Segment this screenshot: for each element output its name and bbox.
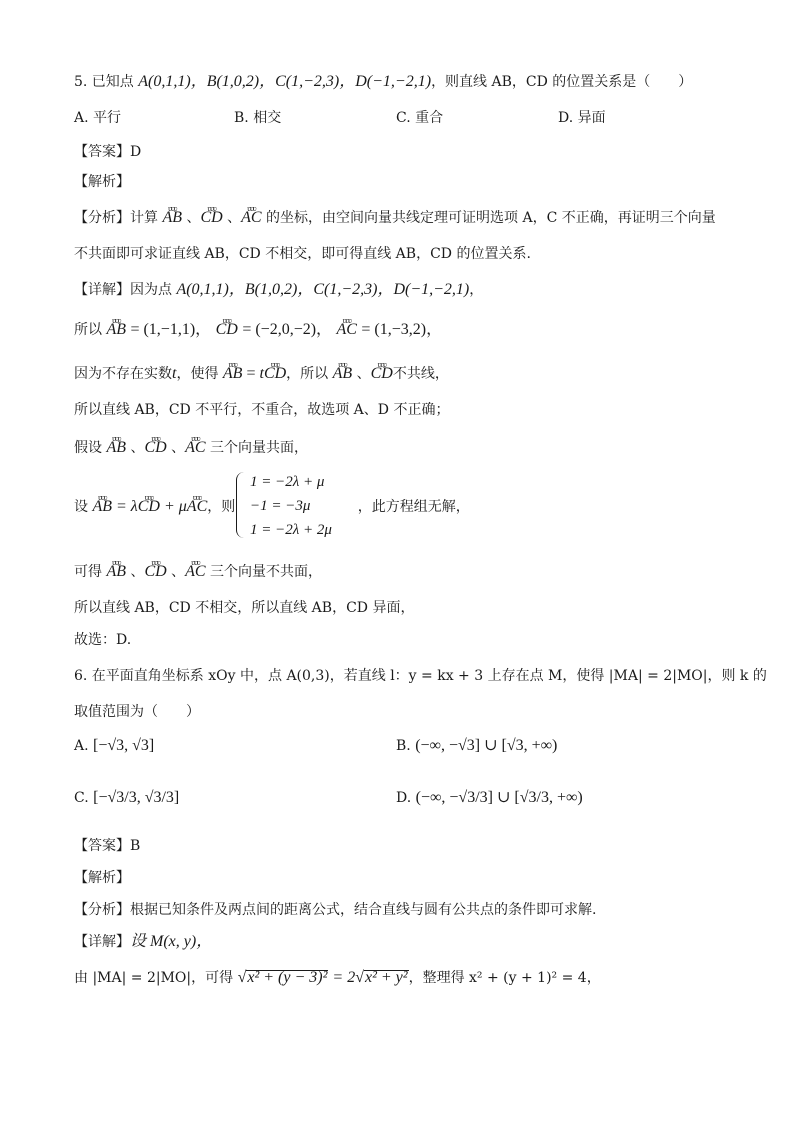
q5-stem: 5. 已知点 A(0,1,1)，B(1,0,2)，C(1,−2,3)，D(−1,−2,1)，则直线 AB，CD 的位置关系是（ ） — [74, 73, 693, 90]
q6-option-a: A. [−√3, √3] — [74, 737, 155, 754]
q5-fenxi-line1: 【分析】计算 ʋʋʋ AB 、ʋʋʋ CD 、ʋʋʋ AC 的坐标，由空间向量共线定理可证明选项 A，C 不正确，再证明三个向量 — [74, 208, 734, 228]
q5-option-a: A. 平行 — [74, 110, 122, 126]
q6-detail-line1: 【详解】设 M(x, y)， — [74, 933, 213, 950]
q5-detail-line8: 所以直线 AB，CD 不相交，所以直线 AB，CD 异面， — [74, 600, 415, 616]
q6-answer: 【答案】B — [74, 838, 141, 854]
q5-detail-line5: 假设 ʋʋʋ AB 、ʋʋʋ CD 、ʋʋʋ AC 三个向量共面， — [74, 438, 734, 458]
q6-fenxi: 【分析】根据已知条件及两点间的距离公式，结合直线与圆有公共点的条件即可求解. — [74, 902, 597, 918]
q5-detail-line7: 可得 ʋʋʋ AB 、ʋʋʋ CD 、ʋʋʋ AC 三个向量不共面， — [74, 562, 734, 582]
q5-answer: 【答案】D — [74, 144, 142, 160]
q6-stem-line2: 取值范围为（ ） — [74, 704, 200, 720]
q5-detail-line6: 设 ʋʋʋ AB = λʋʋʋ CD + μʋʋʋ AC，则 ，此方程组无解， — [74, 497, 734, 517]
q5-detail-line3: 因为不存在实数t，使得 ʋʋʋ AB = tʋʋʋ CD，所以 ʋʋʋ AB 、ʋʋʋ CD不共线， — [74, 364, 734, 384]
q6-option-c: C. [−√3/3, √3/3] — [74, 789, 180, 806]
q6-stem-line1: 6. 在平面直角坐标系 xOy 中，点 A(0,3)，若直线 l：y = kx + 3 上存在点 M，使得 |MA| = 2|MO|，则 k 的 — [74, 668, 767, 684]
system-eq-2: −1 = −3μ — [250, 498, 311, 514]
q5-option-c: C. 重合 — [396, 110, 444, 126]
q5-detail-line1: 【详解】因为点 A(0,1,1)，B(1,0,2)，C(1,−2,3)，D(−1,−2,1)， — [74, 281, 484, 298]
q5-detail-line9: 故选：D. — [74, 632, 132, 648]
q5-fenxi-line2: 不共面即可求证直线 AB，CD 不相交，即可得直线 AB，CD 的位置关系. — [74, 246, 531, 262]
system-eq-1: 1 = −2λ + μ — [250, 474, 325, 490]
q5-analysis-tag: 【解析】 — [74, 174, 130, 190]
system-eq-3: 1 = −2λ + 2μ — [250, 522, 332, 538]
q6-detail-line2: 由 |MA| = 2|MO|，可得 √x² + (y − 3)² = 2√x² + y²，整理得 x² + (y + 1)² = 4， — [74, 969, 601, 986]
q5-detail-line2: 所以 ʋʋʋ AB = (1,−1,1)， ʋʋʋ CD = (−2,0,−2)， ʋʋʋ AC = (1,−3,2)， — [74, 320, 734, 340]
q6-option-d: D. (−∞, −√3/3] ∪ [√3/3, +∞) — [396, 789, 583, 806]
equation-system — [236, 470, 356, 542]
q6-option-b: B. (−∞, −√3] ∪ [√3, +∞) — [396, 737, 558, 754]
q6-analysis-tag: 【解析】 — [74, 870, 130, 886]
q5-detail-line4: 所以直线 AB，CD 不平行，不重合，故选项 A、D 不正确； — [74, 402, 450, 418]
brace — [236, 472, 247, 538]
q5-option-b: B. 相交 — [234, 110, 282, 126]
q5-option-d: D. 异面 — [558, 110, 606, 126]
